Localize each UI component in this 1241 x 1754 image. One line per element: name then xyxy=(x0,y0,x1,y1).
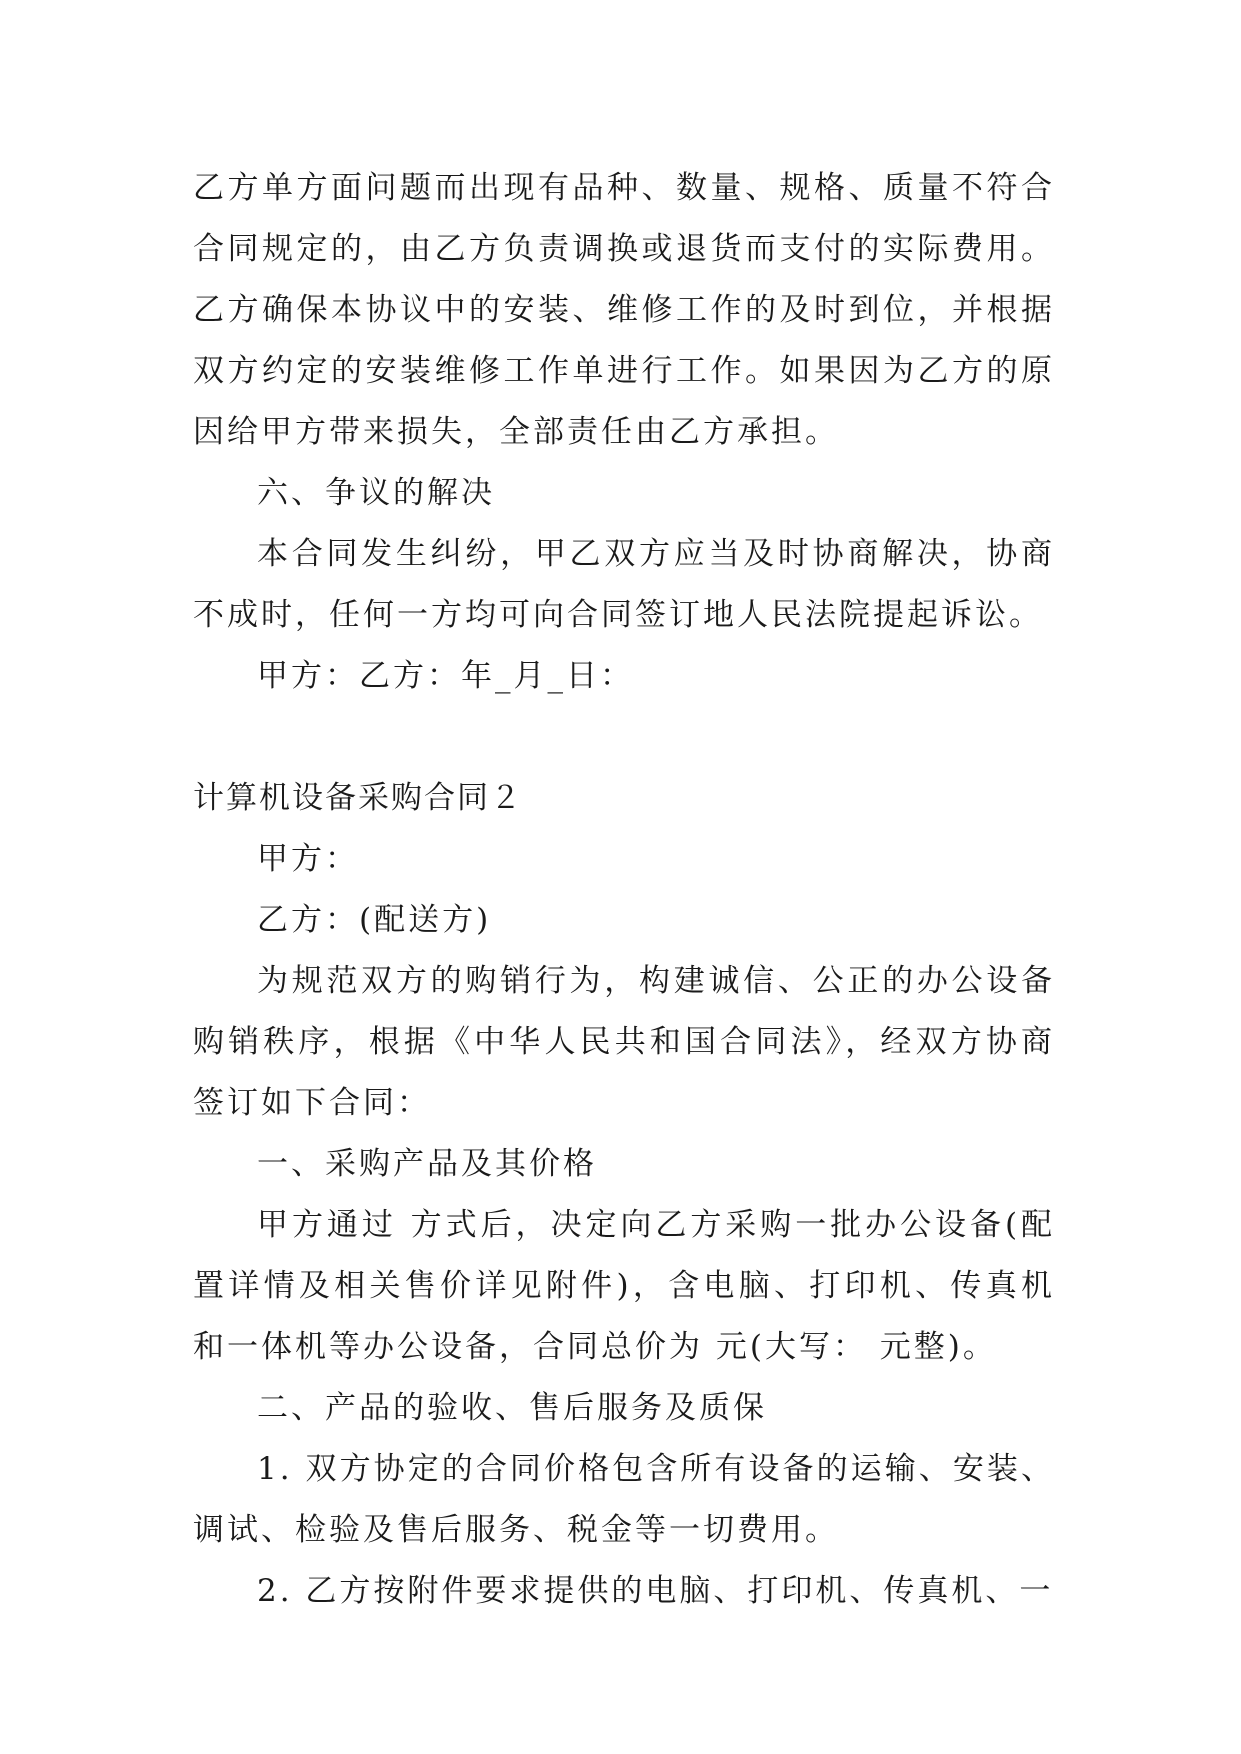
paragraph-dispute-terms: 本合同发生纠纷，甲乙双方应当及时协商解决，协商不成时，任何一方均可向合同签订地人民法院提起诉讼。 xyxy=(193,536,1055,633)
clause-1: 1. 双方协定的合同价格包含所有设备的运输、安装、调试、检验及售后服务、税金等一切费用。 xyxy=(193,1451,1055,1548)
heading-acceptance-service: 二、产品的验收、售后服务及质保 xyxy=(257,1390,767,1426)
heading-products-prices: 一、采购产品及其价格 xyxy=(257,1146,597,1182)
party-a-line: 甲方： xyxy=(257,841,359,877)
clause-2: 2. 乙方按附件要求提供的电脑、打印机、传真机、一 xyxy=(257,1573,1054,1609)
heading-dispute-resolution: 六、争议的解决 xyxy=(257,475,495,511)
party-b-line: 乙方：(配送方) xyxy=(257,902,492,938)
document-body xyxy=(193,158,1055,1622)
paragraph-liability: 乙方单方面问题而出现有品种、数量、规格、质量不符合合同规定的，由乙方负责调换或退货而支付的实际费用。乙方确保本协议中的安装、维修工作的及时到位，并根据双方约定的安装维修工作单进行工作。如果因为乙方的原因给甲方带来损失，全部责任由乙方承担。 xyxy=(193,170,1055,450)
paragraph-procurement: 甲方通过 方式后，决定向乙方采购一批办公设备(配置详情及相关售价详见附件)，含电脑、打印机、传真机和一体机等办公设备，合同总价为 元(大写： 元整)。 xyxy=(193,1207,1055,1365)
paragraph-preamble: 为规范双方的购销行为，构建诚信、公正的办公设备购销秩序，根据《中华人民共和国合同法》，经双方协商签订如下合同： xyxy=(193,963,1055,1121)
signature-line: 甲方：乙方：年_月_日： xyxy=(257,658,634,694)
contract-title: 计算机设备采购合同２ xyxy=(193,780,523,816)
